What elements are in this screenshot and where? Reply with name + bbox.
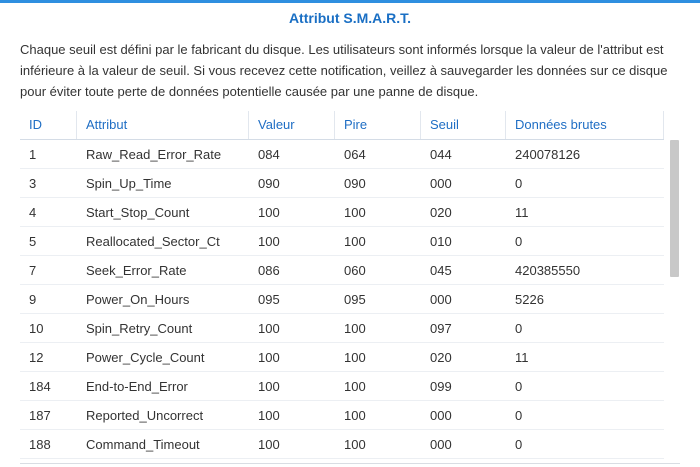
cell-attribute: Start_Stop_Count <box>86 204 190 220</box>
cell-worst: 064 <box>344 146 366 162</box>
cell-worst: 100 <box>344 378 366 394</box>
cell-attribute: Spin_Up_Time <box>86 175 172 191</box>
cell-raw-data: 0 <box>515 320 523 336</box>
bottom-divider <box>20 463 680 464</box>
column-header-worst[interactable]: Pire <box>335 111 421 139</box>
cell-attribute: Power_Cycle_Count <box>86 349 205 365</box>
cell-threshold: 010 <box>430 233 452 249</box>
cell-raw-data: 5226 <box>515 291 544 307</box>
cell-raw-data: 240078126 <box>515 146 581 162</box>
cell-attribute: End-to-End_Error <box>86 378 188 394</box>
cell-worst: 100 <box>344 349 366 365</box>
table-header-row <box>20 111 664 140</box>
cell-worst: 095 <box>344 291 366 307</box>
cell-id: 1 <box>29 146 37 162</box>
cell-id: 12 <box>29 349 44 365</box>
cell-worst: 100 <box>344 436 366 452</box>
cell-attribute: Reallocated_Sector_Ct <box>86 233 220 249</box>
cell-worst: 100 <box>344 204 366 220</box>
cell-threshold: 044 <box>430 146 452 162</box>
cell-id: 184 <box>29 378 51 394</box>
cell-value: 100 <box>258 436 280 452</box>
dialog-title: Attribut S.M.A.R.T. <box>288 10 412 26</box>
cell-id: 7 <box>29 262 37 278</box>
cell-value: 086 <box>258 262 280 278</box>
cell-id: 10 <box>29 320 44 336</box>
cell-attribute: Raw_Read_Error_Rate <box>86 146 222 162</box>
cell-raw-data: 0 <box>515 407 523 423</box>
table-row[interactable] <box>20 430 664 459</box>
column-header-id[interactable]: ID <box>20 111 77 139</box>
column-header-raw-data[interactable]: Données brutes <box>506 111 664 139</box>
cell-value: 100 <box>258 349 280 365</box>
table-row[interactable] <box>20 285 664 314</box>
cell-value: 100 <box>258 233 280 249</box>
cell-threshold: 000 <box>430 407 452 423</box>
cell-threshold: 097 <box>430 320 452 336</box>
table-row[interactable] <box>20 256 664 285</box>
cell-attribute: Spin_Retry_Count <box>86 320 193 336</box>
table-row[interactable] <box>20 343 664 372</box>
table-row[interactable] <box>20 198 664 227</box>
dialog-description: Chaque seuil est défini par le fabricant du disque. Les utilisateurs sont informés lorsque la valeur de l'attribut est inférieure à la valeur de seuil. Si vous recevez cette notification, veillez à sauvegarder les données sur ce disque pour éviter toute perte de données potentielle causée par une panne de disque. <box>20 42 668 99</box>
cell-raw-data: 11 <box>515 204 529 220</box>
table-body <box>20 140 664 459</box>
cell-value: 100 <box>258 378 280 394</box>
cell-value: 100 <box>258 320 280 336</box>
vertical-scrollbar-thumb[interactable] <box>670 140 679 277</box>
cell-raw-data: 11 <box>515 349 529 365</box>
cell-id: 3 <box>29 175 37 191</box>
smart-attribute-table <box>20 111 664 459</box>
cell-value: 100 <box>258 204 280 220</box>
cell-threshold: 000 <box>430 436 452 452</box>
cell-threshold: 045 <box>430 262 452 278</box>
table-row[interactable] <box>20 140 664 169</box>
cell-worst: 060 <box>344 262 366 278</box>
cell-attribute: Seek_Error_Rate <box>86 262 187 278</box>
cell-worst: 100 <box>344 233 366 249</box>
cell-raw-data: 420385550 <box>515 262 581 278</box>
cell-worst: 100 <box>344 407 366 423</box>
cell-worst: 100 <box>344 320 366 336</box>
cell-attribute: Power_On_Hours <box>86 291 190 307</box>
table-row[interactable] <box>20 227 664 256</box>
cell-raw-data: 0 <box>515 175 523 191</box>
cell-value: 100 <box>258 407 280 423</box>
cell-value: 095 <box>258 291 280 307</box>
cell-id: 187 <box>29 407 51 423</box>
cell-id: 188 <box>29 436 51 452</box>
cell-raw-data: 0 <box>515 233 523 249</box>
window-top-border <box>0 0 700 3</box>
cell-threshold: 020 <box>430 349 452 365</box>
column-header-attribute[interactable]: Attribut <box>77 111 249 139</box>
cell-threshold: 000 <box>430 291 452 307</box>
cell-id: 5 <box>29 233 37 249</box>
cell-attribute: Command_Timeout <box>86 436 200 452</box>
cell-attribute: Reported_Uncorrect <box>86 407 204 423</box>
table-row[interactable] <box>20 314 664 343</box>
table-row[interactable] <box>20 372 664 401</box>
cell-value: 084 <box>258 146 280 162</box>
cell-threshold: 099 <box>430 378 452 394</box>
cell-raw-data: 0 <box>515 378 523 394</box>
cell-threshold: 000 <box>430 175 452 191</box>
table-row[interactable] <box>20 169 664 198</box>
cell-threshold: 020 <box>430 204 452 220</box>
column-header-threshold[interactable]: Seuil <box>421 111 506 139</box>
column-header-value[interactable]: Valeur <box>249 111 335 139</box>
cell-worst: 090 <box>344 175 366 191</box>
cell-value: 090 <box>258 175 280 191</box>
table-row[interactable] <box>20 401 664 430</box>
cell-raw-data: 0 <box>515 436 523 452</box>
cell-id: 9 <box>29 291 37 307</box>
cell-id: 4 <box>29 204 37 220</box>
